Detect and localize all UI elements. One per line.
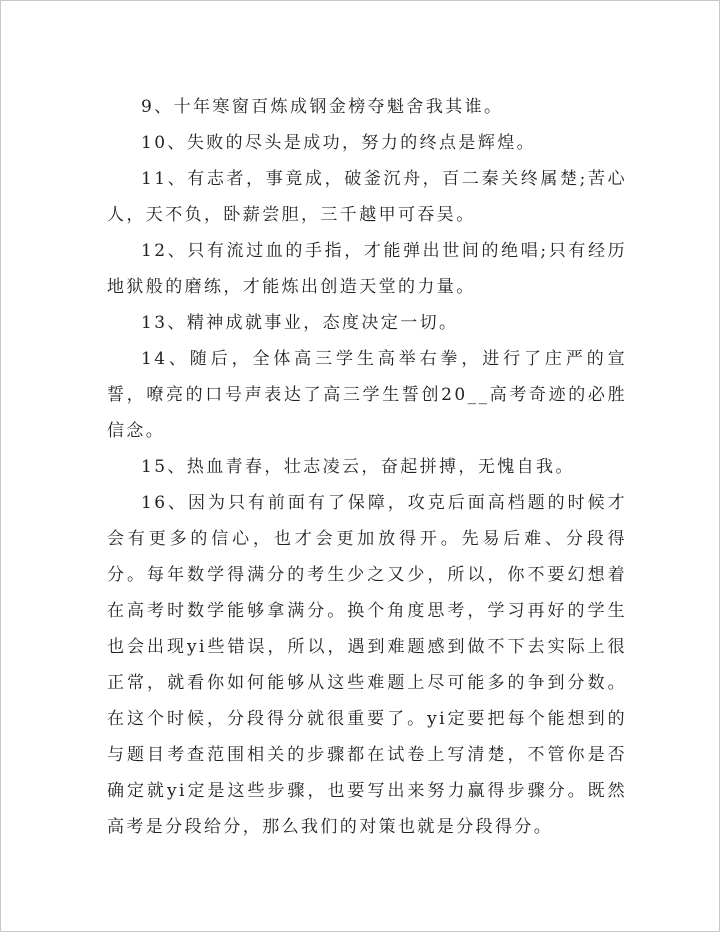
paragraph-14: 14、随后，全体高三学生高举右拳，进行了庄严的宣誓，嘹亮的口号声表达了高三学生誓创20__高考奇迹的必胜信念。 <box>107 349 627 441</box>
paragraph-10: 10、失败的尽头是成功，努力的终点是辉煌。 <box>141 133 537 153</box>
paragraph-12: 12、只有流过血的手指，才能弹出世间的绝唱;只有经历地狱般的磨练，才能炼出创造天堂的力量。 <box>107 241 627 297</box>
paragraph-15: 15、热血青春，壮志凌云，奋起拼搏，无愧自我。 <box>141 457 575 477</box>
paragraph-13: 13、精神成就事业，态度决定一切。 <box>141 313 459 333</box>
paragraph-11: 11、有志者，事竟成，破釜沉舟，百二秦关终属楚;苦心人，天不负，卧薪尝胆，三千越甲可吞吴。 <box>107 169 627 225</box>
paragraph-9: 9、十年寒窗百炼成钢金榜夺魁舍我其谁。 <box>141 97 504 117</box>
paragraph-16: 16、因为只有前面有了保障，攻克后面高档题的时候才会有更多的信心，也才会更加放得开。先易后难、分段得分。每年数学得满分的考生少之又少，所以，你不要幻想着在高考时数学能够拿满分。换个角度思考，学习再好的学生也会出现yi些错误，所以，遇到难题感到做不下去实际上很正常，就看你如何能够从这些难题上尽可能多的争到分数。在这个时候，分段得分就很重要了。yi定要把每个能想到的与题目考查范围相关的步骤都在试卷上写清楚，不管你是否确定就yi定是这些步骤，也要写出来努力赢得步骤分。既然高考是分段给分，那么我们的对策也就是分段得分。 <box>107 493 627 837</box>
document-body <box>107 89 627 845</box>
